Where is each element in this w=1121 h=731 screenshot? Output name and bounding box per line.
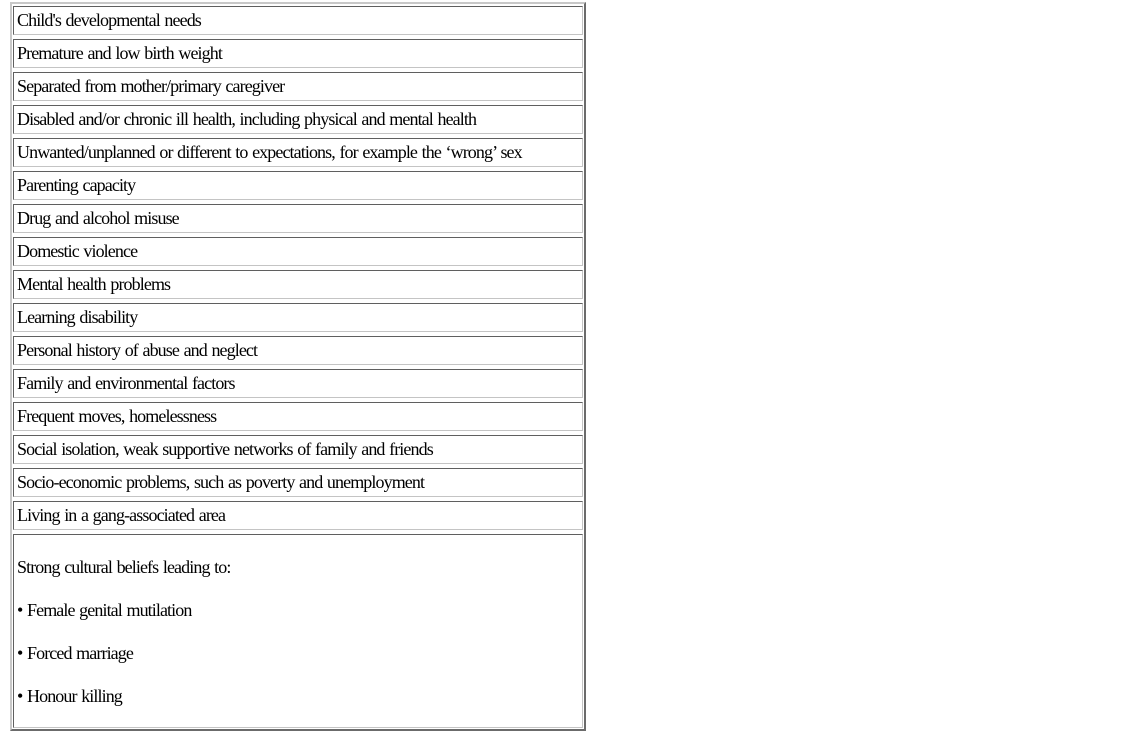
- table-row: Social isolation, weak supportive networks of family and friends: [13, 435, 583, 464]
- table-row: Parenting capacity: [13, 171, 583, 200]
- table-row: Drug and alcohol misuse: [13, 204, 583, 233]
- table-row: Disabled and/or chronic ill health, including physical and mental health: [13, 105, 583, 134]
- table-row: Mental health problems: [13, 270, 583, 299]
- cultural-beliefs-cell: [13, 534, 583, 728]
- table-row: Family and environmental factors: [13, 369, 583, 398]
- table-row: Domestic violence: [13, 237, 583, 266]
- bullet-item: • Female genital mutilation: [17, 600, 192, 620]
- table-row: Learning disability: [13, 303, 583, 332]
- table-row: Unwanted/unplanned or different to expectations, for example the ‘wrong’ sex: [13, 138, 583, 167]
- cultural-beliefs-intro: Strong cultural beliefs leading to:: [17, 557, 231, 577]
- table-row: Personal history of abuse and neglect: [13, 336, 583, 365]
- bullet-item: • Honour killing: [17, 686, 122, 706]
- table-row: Socio-economic problems, such as poverty and unemployment: [13, 468, 583, 497]
- table-row: Frequent moves, homelessness: [13, 402, 583, 431]
- table-row: Premature and low birth weight: [13, 39, 583, 68]
- risk-factors-table: [10, 2, 586, 731]
- table-row: Separated from mother/primary caregiver: [13, 72, 583, 101]
- table-row: Living in a gang-associated area: [13, 501, 583, 530]
- table-row: Child's developmental needs: [13, 6, 583, 35]
- bullet-item: • Forced marriage: [17, 643, 133, 663]
